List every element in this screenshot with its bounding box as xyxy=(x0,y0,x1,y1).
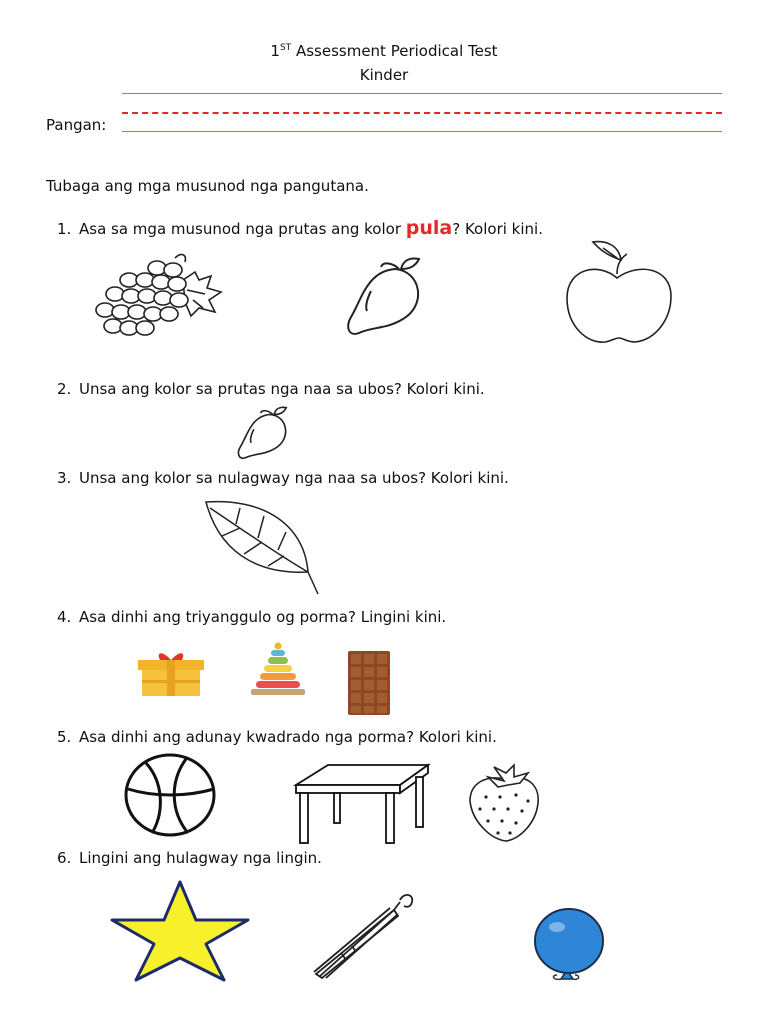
star-icon[interactable] xyxy=(110,880,250,980)
question-6-number: 6. xyxy=(57,849,72,867)
question-3-number: 3. xyxy=(57,469,72,487)
question-5 xyxy=(57,728,497,746)
question-1 xyxy=(57,217,543,239)
umbrella-icon[interactable] xyxy=(312,890,416,980)
question-5-number: 5. xyxy=(57,728,72,746)
page-title xyxy=(0,42,768,60)
name-guide-bottom-line xyxy=(122,131,722,132)
strawberry-icon[interactable] xyxy=(464,763,544,843)
question-6-text: Lingini ang hulagway nga lingin. xyxy=(79,849,322,867)
page-subtitle: Kinder xyxy=(359,66,409,84)
question-2-number: 2. xyxy=(57,380,72,398)
question-4-text: Asa dinhi ang triyanggulo og porma? Lingini kini. xyxy=(79,608,447,626)
mango-icon[interactable] xyxy=(235,404,297,464)
question-3-text: Unsa ang kolor sa nulagway nga naa sa ubos? Kolori kini. xyxy=(79,469,509,487)
question-3 xyxy=(57,469,509,487)
gift-box-icon[interactable] xyxy=(136,650,206,698)
apple-icon[interactable] xyxy=(563,240,675,346)
title-number: 1 xyxy=(270,42,280,60)
question-1-text-start: Asa sa mga musunod nga prutas ang kolor xyxy=(79,220,406,238)
question-6 xyxy=(57,849,322,867)
mango-icon[interactable] xyxy=(343,255,435,341)
question-5-text: Asa dinhi ang adunay kwadrado nga porma? Kolori kini. xyxy=(79,728,497,746)
ring-stack-toy-icon[interactable] xyxy=(247,642,309,698)
question-1-number: 1. xyxy=(57,220,72,238)
question-4-number: 4. xyxy=(57,608,72,626)
grapes-icon[interactable] xyxy=(95,250,235,340)
question-2-text: Unsa ang kolor sa prutas nga naa sa ubos? Kolori kini. xyxy=(79,380,485,398)
question-1-highlight-word: pula xyxy=(405,217,453,239)
question-1-text-end: ? Kolori kini. xyxy=(452,220,543,238)
balloon-icon[interactable] xyxy=(533,907,609,983)
question-2 xyxy=(57,380,485,398)
basketball-icon[interactable] xyxy=(124,753,216,837)
instructions: Tubaga ang mga musunod nga pangutana. xyxy=(46,177,369,195)
name-label: Pangan: xyxy=(46,116,107,134)
chocolate-bar-icon[interactable] xyxy=(348,651,390,715)
question-4 xyxy=(57,608,446,626)
leaf-icon[interactable] xyxy=(200,498,320,598)
table-icon[interactable] xyxy=(294,763,434,847)
name-guide-middle-line xyxy=(122,112,722,114)
name-guide-top-line xyxy=(122,93,722,94)
title-text: Assessment Periodical Test xyxy=(291,42,498,60)
title-superscript: ST xyxy=(279,43,292,53)
